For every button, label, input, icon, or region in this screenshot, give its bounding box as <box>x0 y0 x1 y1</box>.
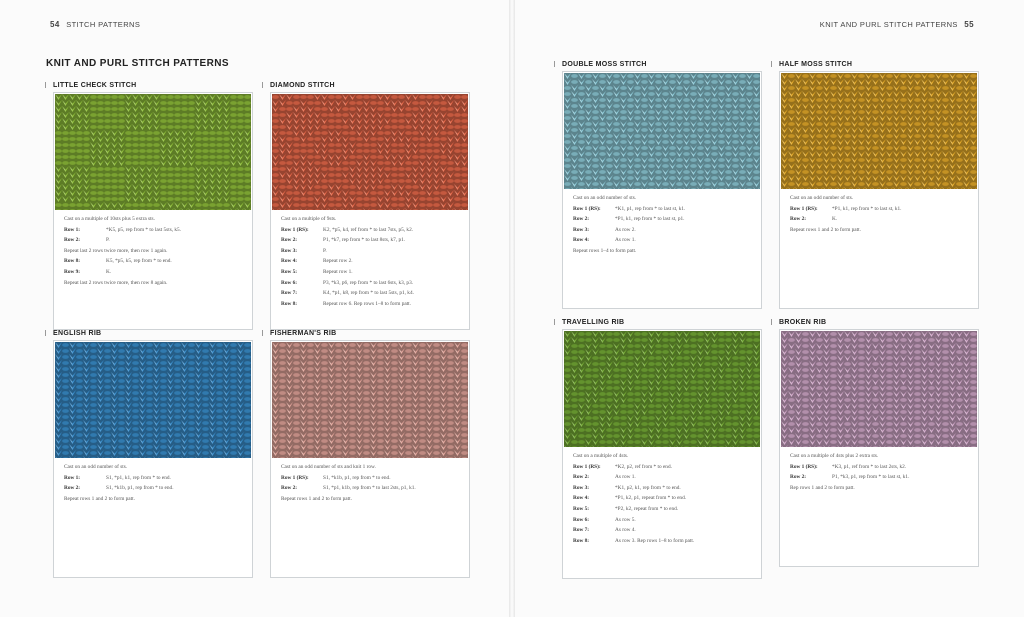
row-label: Row 8: <box>573 537 590 544</box>
row-label: Row 2: <box>281 485 298 492</box>
pattern-title: FISHERMAN'S RIB <box>270 330 337 337</box>
row-text: P. <box>106 237 110 244</box>
instruction-line <box>573 451 751 462</box>
instruction-line <box>64 214 242 225</box>
row-text: Cast on an odd number of sts. <box>573 195 637 201</box>
instruction-line <box>281 299 459 310</box>
row-label: Row 1 (RS): <box>790 463 818 470</box>
row-label: Row 2: <box>573 474 590 481</box>
row-text: *P1, k1, rep from * to last st, k1. <box>832 205 902 212</box>
row-label: Row 2: <box>790 216 807 223</box>
instruction-line <box>573 483 751 494</box>
row-label: Row 2: <box>64 485 81 492</box>
card-tick-mark <box>262 330 263 336</box>
section-title: KNIT AND PURL STITCH PATTERNS <box>46 58 229 69</box>
row-text: Repeat row 2. <box>323 258 353 265</box>
right-running-title: KNIT AND PURL STITCH PATTERNS <box>819 20 958 29</box>
row-label: Row 1 (RS): <box>281 226 309 233</box>
row-label: Row 3: <box>573 226 590 233</box>
instruction-line <box>573 246 751 257</box>
instruction-line <box>573 515 751 526</box>
right-running-head <box>820 20 978 29</box>
pattern-title: ENGLISH RIB <box>53 330 102 337</box>
instruction-line <box>790 193 968 204</box>
row-text: Repeat row 6. Rep rows 1–8 to form patt. <box>323 300 411 307</box>
row-label: Row 5: <box>281 268 298 275</box>
instruction-line <box>281 267 459 278</box>
pattern-title: DOUBLE MOSS STITCH <box>562 61 647 68</box>
right-page-number: 55 <box>964 20 974 29</box>
instruction-line <box>573 472 751 483</box>
row-text: *P2, k2, repeat from * to end. <box>615 505 679 512</box>
card-tick-mark <box>45 82 46 88</box>
row-text: *P1, k2, p1, repeat from * to end. <box>615 495 687 502</box>
left-page-number: 54 <box>50 20 60 29</box>
instruction-line <box>281 225 459 236</box>
row-label: Row 1 (RS): <box>573 463 601 470</box>
row-text: As row 1. <box>615 474 636 481</box>
instruction-line <box>64 246 242 257</box>
row-label: Row 7: <box>281 290 298 297</box>
pattern-frame <box>270 92 470 330</box>
instruction-line <box>64 256 242 267</box>
instruction-line <box>790 451 968 462</box>
row-label: Row 1 (RS): <box>573 205 601 212</box>
knit-swatch-image <box>272 94 468 210</box>
pattern-frame <box>53 92 253 330</box>
row-text: Cast on a multiple of 9sts. <box>281 216 337 222</box>
instruction-line <box>281 214 459 225</box>
pattern-frame <box>562 71 762 309</box>
knit-swatch-image <box>781 73 977 189</box>
row-label: Row 4: <box>281 258 298 265</box>
instruction-line <box>281 288 459 299</box>
pattern-frame <box>779 71 979 309</box>
row-label: Row 2: <box>64 237 81 244</box>
row-text: Cast on a multiple of 10sts plus 5 extra sts. <box>64 216 155 222</box>
row-text: Repeat last 2 rows twice more, then row 8 again. <box>64 279 168 286</box>
row-text: P3, *k3, p6, rep from * to last 6sts, k3, p3. <box>323 279 414 286</box>
knit-swatch-image <box>564 73 760 189</box>
row-label: Row 6: <box>573 516 590 523</box>
pattern-instructions <box>780 448 978 499</box>
row-text: K. <box>106 268 112 275</box>
pattern-title: TRAVELLING RIB <box>562 319 625 326</box>
row-label: Row 9: <box>64 268 81 275</box>
instruction-line <box>573 193 751 204</box>
instruction-line <box>64 494 242 505</box>
row-text: K5, *p5, k5, rep from * to end. <box>106 258 172 265</box>
row-label: Row 1 (RS): <box>281 474 309 481</box>
knit-swatch-image <box>781 331 977 447</box>
row-text: Cast on an odd number of sts. <box>64 464 128 470</box>
row-label: Row 8: <box>281 300 298 307</box>
pattern-frame <box>53 340 253 578</box>
pattern-instructions <box>54 459 252 510</box>
instruction-line <box>64 473 242 484</box>
instruction-line <box>64 225 242 236</box>
instruction-line <box>281 246 459 257</box>
instruction-line <box>573 204 751 215</box>
pattern-title: BROKEN RIB <box>779 319 827 326</box>
instruction-line <box>281 473 459 484</box>
row-text: P. <box>323 247 327 254</box>
instruction-line <box>281 235 459 246</box>
instruction-line <box>573 235 751 246</box>
row-text: As row 1. <box>615 237 636 244</box>
row-label: Row 1 (RS): <box>790 205 818 212</box>
instruction-line <box>64 278 242 289</box>
row-text: Repeat last 2 rows twice more, then row 1 again. <box>64 247 168 254</box>
row-text: K2, *p5, k4, ref from * to last 7sts, p5, k2. <box>323 226 414 233</box>
pattern-instructions <box>271 211 469 315</box>
row-label: Row 4: <box>573 237 590 244</box>
pattern-instructions <box>271 459 469 510</box>
pattern-frame <box>779 329 979 567</box>
pattern-frame <box>270 340 470 578</box>
row-text: *K3, p1, ref from * to last 2sts, k2. <box>832 463 907 470</box>
row-text: Cast on a multiple of 4sts plus 2 extra sts. <box>790 453 879 459</box>
instruction-line <box>281 483 459 494</box>
card-tick-mark <box>771 61 772 67</box>
row-label: Row 1: <box>64 474 81 481</box>
row-text: As row 2. <box>615 226 636 233</box>
row-text: *K5, p5, rep from * to last 5sts, k5. <box>106 226 182 233</box>
pattern-title: HALF MOSS STITCH <box>779 61 853 68</box>
row-text: *P1, k1, rep from * to last st, p1. <box>615 216 685 223</box>
instruction-line <box>64 483 242 494</box>
row-label: Row 5: <box>573 505 590 512</box>
instruction-line <box>281 256 459 267</box>
row-text: As row 3. Rep rows 1–8 to form patt. <box>615 537 695 544</box>
row-text: *K1, p1, rep from * to last st, k1. <box>615 205 686 212</box>
row-text: *K1, p2, k1, rep from * to end. <box>615 484 681 491</box>
instruction-line <box>64 267 242 278</box>
instruction-line <box>573 214 751 225</box>
pattern-instructions <box>563 448 761 552</box>
row-label: Row 2: <box>790 474 807 481</box>
row-label: Row 7: <box>573 527 590 534</box>
row-text: S1, *k1b, p1, rep from * to end. <box>323 474 391 481</box>
pattern-title: DIAMOND STITCH <box>270 82 335 89</box>
row-label: Row 3: <box>573 484 590 491</box>
card-tick-mark <box>771 319 772 325</box>
row-text: S1, *k1b, p1, rep from * to end. <box>106 485 174 492</box>
row-text: As row 5. <box>615 516 636 523</box>
book-gutter <box>509 0 515 617</box>
pattern-instructions <box>54 211 252 294</box>
row-label: Row 6: <box>281 279 298 286</box>
row-label: Row 2: <box>573 216 590 223</box>
pattern-title: LITTLE CHECK STITCH <box>53 82 137 89</box>
instruction-line <box>790 462 968 473</box>
instruction-line <box>573 504 751 515</box>
instruction-line <box>573 225 751 236</box>
row-text: Repeat row 1. <box>323 268 353 275</box>
instruction-line <box>790 214 968 225</box>
row-text: Rep rows 1 and 2 to form patt. <box>790 484 855 491</box>
instruction-line <box>281 494 459 505</box>
knit-swatch-image <box>55 94 251 210</box>
row-text: K4, *p1, k8, rep from * to last 5sts, p1, k4. <box>323 290 414 297</box>
pattern-frame <box>562 329 762 579</box>
left-running-head <box>46 20 140 29</box>
row-label: Row 8: <box>64 258 81 265</box>
row-text: Repeat rows 1 and 2 to form patt. <box>64 495 135 502</box>
row-text: K. <box>832 216 838 223</box>
pattern-instructions <box>780 190 978 241</box>
row-label: Row 3: <box>281 247 298 254</box>
row-text: *K2, p2, ref from * to end. <box>615 463 672 470</box>
instruction-line <box>573 493 751 504</box>
knit-swatch-image <box>272 342 468 458</box>
left-running-title: STITCH PATTERNS <box>66 20 141 29</box>
row-label: Row 4: <box>573 495 590 502</box>
instruction-line <box>790 483 968 494</box>
row-text: Repeat rows 1 and 2 to form patt. <box>790 226 861 233</box>
row-label: Row 1: <box>64 226 81 233</box>
instruction-line <box>573 525 751 536</box>
row-text: S1, *p1, k1b, rep from * to last 2sts, p1, k1. <box>323 485 416 492</box>
row-text: P1, *k3, p1, rep from * to last st, k1. <box>832 474 910 481</box>
row-text: S1, *p1, k1, rep from * to end. <box>106 474 171 481</box>
instruction-line <box>281 462 459 473</box>
card-tick-mark <box>554 319 555 325</box>
row-text: Repeat rows 1 and 2 to form patt. <box>281 495 352 502</box>
card-tick-mark <box>262 82 263 88</box>
instruction-line <box>790 225 968 236</box>
row-text: P1, *k7, rep from * to last 8sts, k7, p1. <box>323 237 406 244</box>
card-tick-mark <box>554 61 555 67</box>
card-tick-mark <box>45 330 46 336</box>
instruction-line <box>573 462 751 473</box>
instruction-line <box>573 536 751 547</box>
instruction-line <box>281 278 459 289</box>
row-text: Repeat rows 1–4 to form patt. <box>573 247 637 254</box>
instruction-line <box>790 204 968 215</box>
knit-swatch-image <box>55 342 251 458</box>
row-text: Cast on a multiple of 4sts. <box>573 453 629 459</box>
instruction-line <box>64 235 242 246</box>
pattern-instructions <box>563 190 761 263</box>
row-text: Cast on an odd number of sts and knit 1 row. <box>281 464 376 470</box>
row-label: Row 2: <box>281 237 298 244</box>
row-text: Cast on an odd number of sts. <box>790 195 854 201</box>
row-text: As row 4. <box>615 527 636 534</box>
instruction-line <box>64 462 242 473</box>
knit-swatch-image <box>564 331 760 447</box>
instruction-line <box>790 472 968 483</box>
